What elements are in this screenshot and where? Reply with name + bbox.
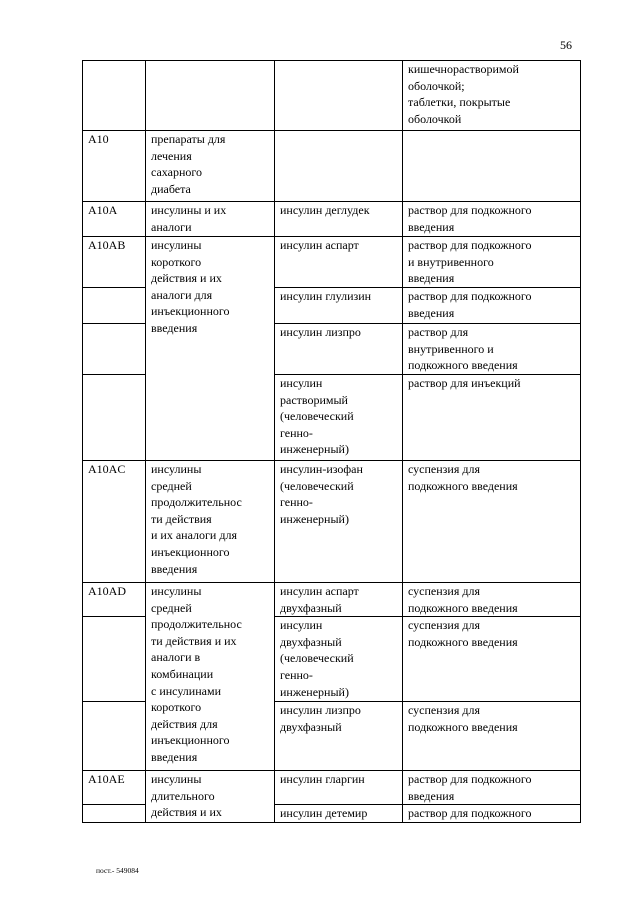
group-name-cell: инсулины средней продолжительнос ти действия и их аналоги в комбинации с инсулинами короткого действия для инъекционного введения [146, 583, 275, 771]
dosage-form-cell: суспензия для подкожного введения [403, 617, 581, 702]
atc-code-cell [83, 324, 146, 375]
atc-code-cell: A10AD [83, 583, 146, 617]
drug-name-cell: инсулин аспарт двухфазный [275, 583, 403, 617]
group-name-cell: инсулины средней продолжительнос ти действия и их аналоги для инъекционного введения [146, 461, 275, 583]
table-row [83, 771, 581, 805]
atc-code-cell [83, 288, 146, 324]
table-row [83, 583, 581, 617]
group-name-cell: инсулины и их аналоги [146, 202, 275, 237]
atc-code-cell: A10AB [83, 237, 146, 288]
dosage-form-cell: раствор для подкожного введения [403, 202, 581, 237]
dosage-form-cell: суспензия для подкожного введения [403, 702, 581, 771]
medication-table [82, 60, 581, 823]
atc-code-cell: A10 [83, 131, 146, 202]
dosage-form-cell [403, 131, 581, 202]
dosage-form-cell: кишечнорастворимой оболочкой; таблетки, покрытые оболочкой [403, 61, 581, 131]
dosage-form-cell: раствор для инъекций [403, 375, 581, 461]
group-name-cell: препараты для лечения сахарного диабета [146, 131, 275, 202]
drug-name-cell: инсулин глулизин [275, 288, 403, 324]
group-name-cell [146, 61, 275, 131]
dosage-form-cell: суспензия для подкожного введения [403, 583, 581, 617]
group-name-cell: инсулины длительного действия и их [146, 771, 275, 823]
dosage-form-cell: раствор для подкожного введения [403, 288, 581, 324]
group-name-cell: инсулины короткого действия и их аналоги для инъекционного введения [146, 237, 275, 461]
footer-document-id: пост.- 549084 [96, 866, 139, 875]
atc-code-cell: A10AE [83, 771, 146, 805]
atc-code-cell [83, 617, 146, 702]
drug-name-cell: инсулин-изофан (человеческий генно- инженерный) [275, 461, 403, 583]
atc-code-cell [83, 702, 146, 771]
drug-name-cell: инсулин деглудек [275, 202, 403, 237]
drug-name-cell: инсулин лизпро двухфазный [275, 702, 403, 771]
drug-name-cell: инсулин гларгин [275, 771, 403, 805]
atc-code-cell [83, 375, 146, 461]
drug-name-cell [275, 61, 403, 131]
atc-code-cell: A10AC [83, 461, 146, 583]
atc-code-cell [83, 805, 146, 823]
table-row [83, 461, 581, 583]
table-row [83, 131, 581, 202]
drug-name-cell: инсулин двухфазный (человеческий генно- инженерный) [275, 617, 403, 702]
drug-name-cell: инсулин детемир [275, 805, 403, 823]
drug-name-cell [275, 131, 403, 202]
atc-code-cell: A10A [83, 202, 146, 237]
drug-name-cell: инсулин лизпро [275, 324, 403, 375]
drug-name-cell: инсулин растворимый (человеческий генно- инженерный) [275, 375, 403, 461]
drug-name-cell: инсулин аспарт [275, 237, 403, 288]
page-number: 56 [560, 38, 572, 52]
atc-code-cell [83, 61, 146, 131]
dosage-form-cell: раствор для внутривенного и подкожного введения [403, 324, 581, 375]
dosage-form-cell: раствор для подкожного введения [403, 771, 581, 805]
dosage-form-cell: раствор для подкожного [403, 805, 581, 823]
table-row [83, 202, 581, 237]
table-row [83, 61, 581, 131]
table-row [83, 237, 581, 288]
dosage-form-cell: раствор для подкожного и внутривенного введения [403, 237, 581, 288]
dosage-form-cell: суспензия для подкожного введения [403, 461, 581, 583]
